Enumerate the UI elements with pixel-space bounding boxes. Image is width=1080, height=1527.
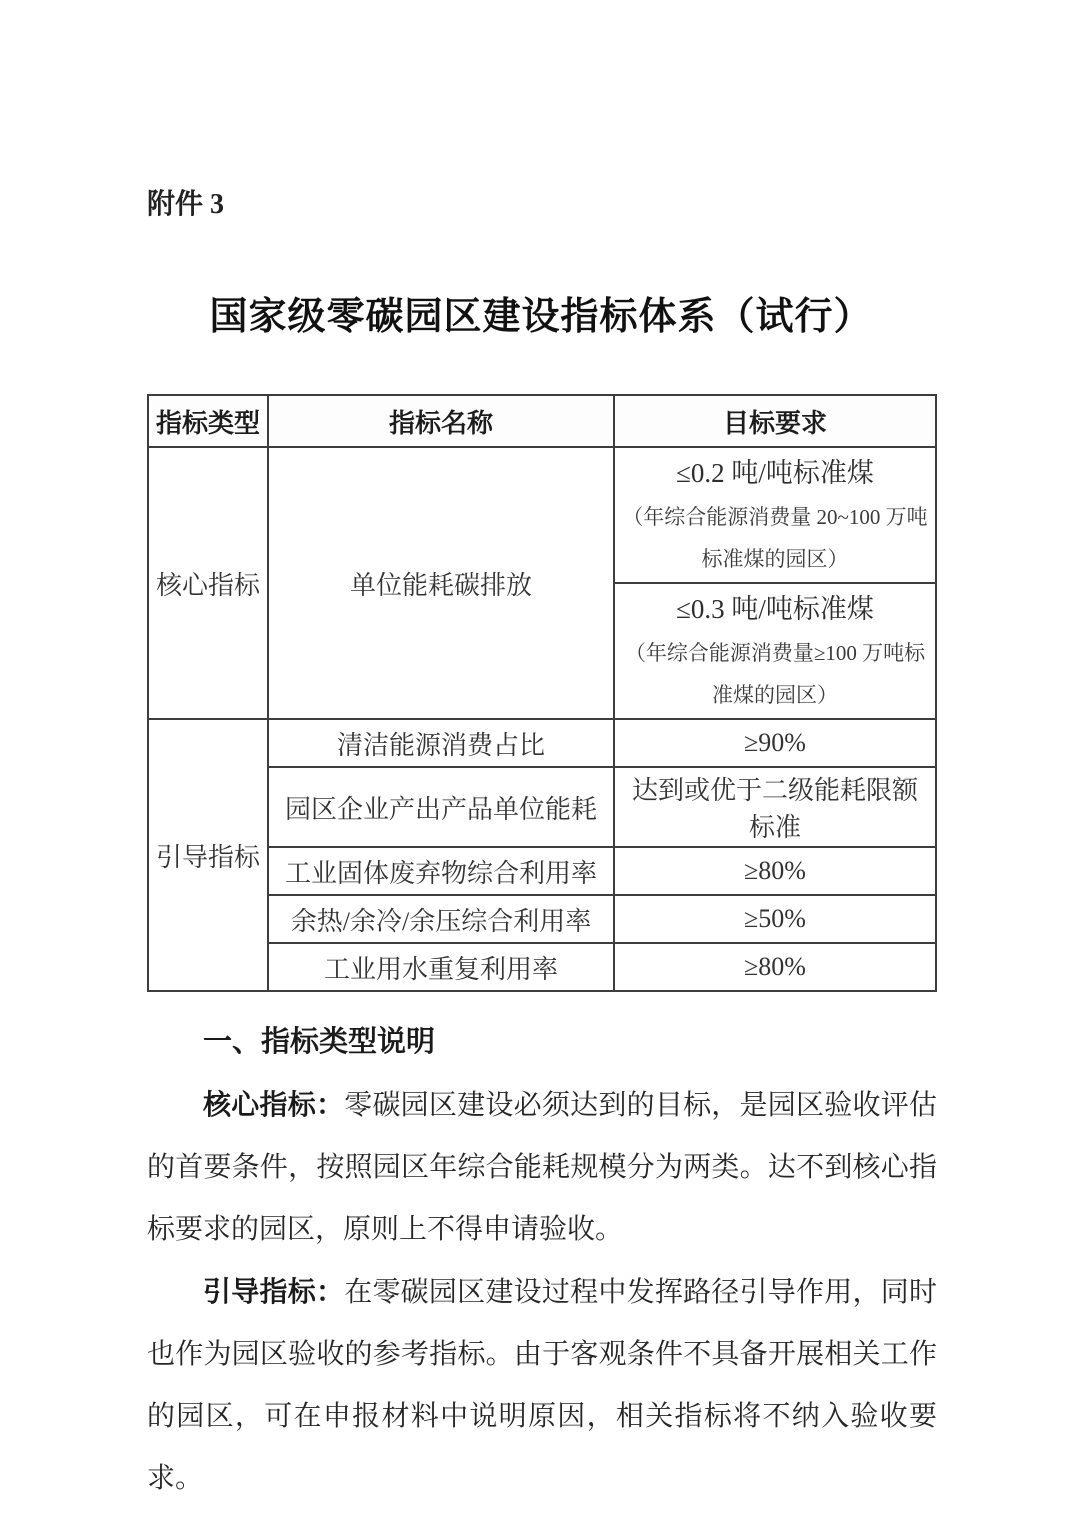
core-target-1-note: （年综合能源消费量 20~100 万吨标准煤的园区） <box>622 505 928 571</box>
core-target-2-note: （年综合能源消费量≥100 万吨标准煤的园区） <box>624 641 926 707</box>
cell-core-target-2 <box>614 583 936 719</box>
section-indicator-type-notes <box>147 1022 935 1510</box>
paragraph-guide-body: 在零碳园区建设过程中发挥路径引导作用，同时也作为园区验收的参考指标。由于客观条件不具备开展相关工作的园区，可在申报材料中说明原因，相关指标将不纳入验收要求。 <box>147 1277 937 1494</box>
paragraph-core-lead: 核心指标： <box>203 1089 345 1120</box>
cell-guide-3-target: ≥80% <box>614 847 936 895</box>
header-target-requirement: 目标要求 <box>614 395 936 447</box>
cell-guide-2-name: 园区企业产出产品单位能耗 <box>268 767 614 847</box>
cell-guide-1-target: ≥90% <box>614 719 936 767</box>
paragraph-guide-indicator <box>147 1261 937 1510</box>
document-title: 国家级零碳园区建设指标体系（试行） <box>209 296 873 338</box>
cell-core-indicator-name: 单位能耗碳排放 <box>268 447 614 719</box>
core-target-1-value: ≤0.2 吨/吨标准煤 <box>676 458 874 488</box>
core-target-2-value: ≤0.3 吨/吨标准煤 <box>676 594 874 624</box>
cell-guide-4-target: ≥50% <box>614 895 936 943</box>
cell-guide-1-name: 清洁能源消费占比 <box>268 719 614 767</box>
cell-guide-type: 引导指标 <box>148 719 268 991</box>
header-indicator-type: 指标类型 <box>148 395 268 447</box>
table-header-row <box>148 395 936 447</box>
paragraph-core-indicator <box>147 1074 937 1261</box>
cell-guide-3-name: 工业固体废弃物综合利用率 <box>268 847 614 895</box>
cell-guide-5-target: ≥80% <box>614 943 936 991</box>
indicator-table <box>147 394 937 992</box>
paragraph-core-body: 零碳园区建设必须达到的目标，是园区验收评估的首要条件，按照园区年综合能耗规模分为两类。达不到核心指标要求的园区，原则上不得申请验收。 <box>147 1090 937 1245</box>
cell-guide-2-target: 达到或优于二级能耗限额标准 <box>614 767 936 847</box>
paragraph-guide-lead: 引导指标： <box>203 1276 345 1307</box>
table-row-guide-1 <box>148 719 936 767</box>
cell-core-type: 核心指标 <box>148 447 268 719</box>
table-row-core-1 <box>148 447 936 583</box>
attachment-label: 附件 3 <box>147 189 225 220</box>
section-heading: 一、指标类型说明 <box>203 1026 436 1058</box>
cell-core-target-1 <box>614 447 936 583</box>
cell-guide-4-name: 余热/余冷/余压综合利用率 <box>268 895 614 943</box>
cell-guide-5-name: 工业用水重复利用率 <box>268 943 614 991</box>
header-indicator-name: 指标名称 <box>268 395 614 447</box>
